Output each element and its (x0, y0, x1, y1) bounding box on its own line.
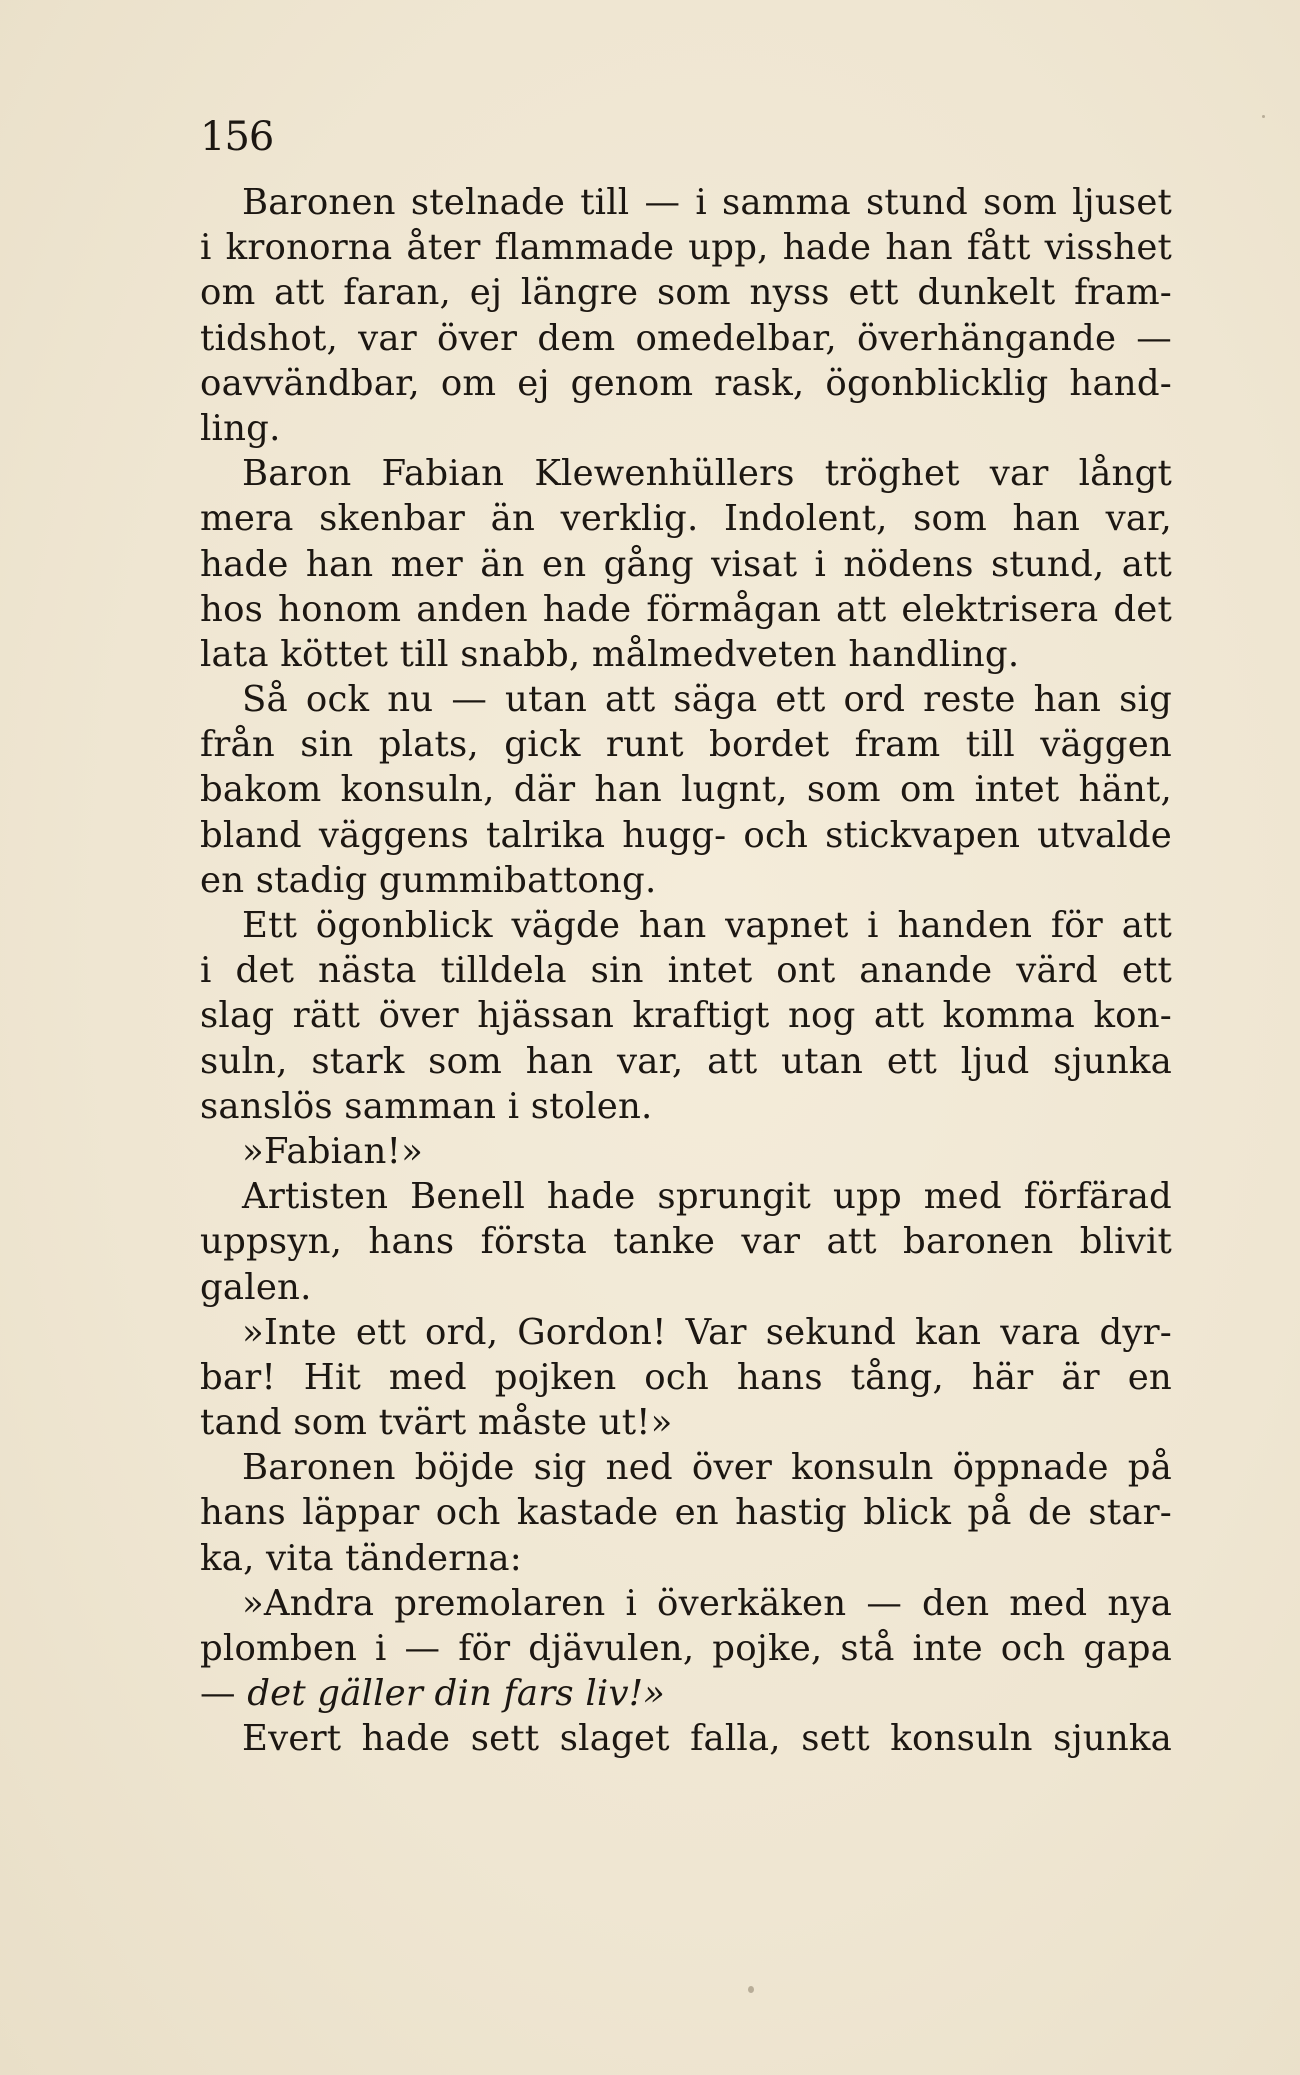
text-line (200, 1671, 1172, 1716)
text-line: »Inte ett ord, Gordon! Var sekund kan vara dyr- (242, 1311, 1172, 1353)
text-line: bland väggens talrika hugg- och stickvapen utvalde (200, 814, 1172, 856)
text-line: ka, vita tänderna: (200, 1537, 522, 1579)
text-line: bar! Hit med pojken och hans tång, här är en (200, 1356, 1172, 1398)
text-line: lata köttet till snabb, målmedveten handling. (200, 633, 1020, 675)
text-line: tand som tvärt måste ut!» (200, 1402, 673, 1444)
text-line: mera skenbar än verklig. Indolent, som han var, (200, 498, 1172, 540)
text-line: hos honom anden hade förmågan att elektrisera det (200, 588, 1172, 630)
text-line: om att faran, ej längre som nyss ett dunkelt fram- (200, 272, 1172, 314)
text-line: bakom konsuln, där han lugnt, som om intet hänt, (200, 769, 1172, 811)
text-line: ling. (200, 407, 281, 449)
text-line: hans läppar och kastade en hastig blick på de star- (200, 1492, 1172, 1534)
text-line: Artisten Benell hade sprungit upp med förfärad (242, 1176, 1172, 1218)
text-line: plomben i — för djävulen, pojke, stå inte och gapa (200, 1628, 1172, 1669)
text-line: Evert hade sett slaget falla, sett konsuln sjunka (242, 1718, 1172, 1760)
text-line: från sin plats, gick runt bordet fram till väggen (200, 724, 1172, 766)
text-line: suln, stark som han var, att utan ett ljud sjunka (200, 1040, 1172, 1082)
text-line: en stadig gummibattong. (200, 859, 657, 901)
text-line: sanslös samman i stolen. (200, 1085, 653, 1127)
text-line: Så ock nu — utan att säga ett ord reste han sig (242, 679, 1172, 721)
italic-text: det gäller din fars liv!» (247, 1673, 666, 1715)
page-number: 156 (200, 114, 274, 160)
text-line: »Fabian!» (242, 1130, 423, 1172)
text-line-prefix: — (200, 1673, 248, 1715)
text-line: Baronen stelnade till — i samma stund som ljuset (242, 182, 1172, 223)
text-line: Ett ögonblick vägde han vapnet i handen för att (242, 905, 1172, 946)
paper-speck (1262, 115, 1265, 118)
paper-speck (748, 1986, 754, 1993)
text-line: uppsyn, hans första tanke var att baronen blivit (200, 1221, 1172, 1263)
text-line: i kronorna åter flammade upp, hade han fått visshet (200, 227, 1172, 269)
text-line: galen. (200, 1266, 312, 1308)
text-line: hade han mer än en gång visat i nödens stund, att (200, 543, 1172, 585)
body-text (200, 180, 1172, 1762)
text-line: Baronen böjde sig ned över konsuln öppnade på (242, 1447, 1172, 1489)
text-line: tidshot, var över dem omedelbar, överhängande — (200, 317, 1172, 359)
text-line: Baron Fabian Klewenhüllers tröghet var långt (242, 453, 1172, 495)
text-line: i det nästa tilldela sin intet ont anande värd ett (200, 950, 1172, 992)
text-line: slag rätt över hjässan kraftigt nog att komma kon- (200, 995, 1172, 1037)
text-line: oavvändbar, om ej genom rask, ögonblicklig hand- (200, 362, 1172, 404)
text-line: »Andra premolaren i överkäken — den med nya (242, 1582, 1172, 1624)
